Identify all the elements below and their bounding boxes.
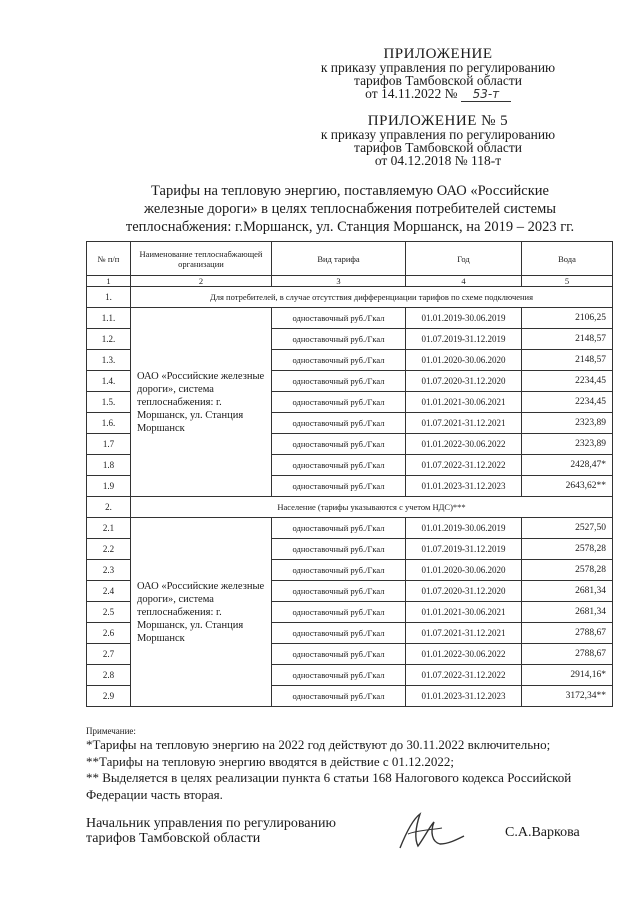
row-number: 1.6. xyxy=(87,413,131,434)
tariff-period: 01.07.2021-31.12.2021 xyxy=(406,623,522,644)
handwritten-signature xyxy=(390,808,470,852)
table-header-row xyxy=(87,242,613,276)
tariff-type: одноставочный руб./Гкал xyxy=(272,686,406,707)
notes-label: Примечание: xyxy=(86,726,136,736)
tariff-value: 2578,28 xyxy=(522,560,613,581)
title-line: теплоснабжения: г.Моршанск, ул. Станция Моршанск, на 2019 – 2023 гг. xyxy=(125,219,575,235)
tariff-type: одноставочный руб./Гкал xyxy=(272,623,406,644)
appendix-line: тарифов Тамбовской области xyxy=(354,140,522,155)
tariff-type: одноставочный руб./Гкал xyxy=(272,476,406,497)
tariff-type: одноставочный руб./Гкал xyxy=(272,413,406,434)
header-type: Вид тарифа xyxy=(272,242,406,276)
tariff-type: одноставочный руб./Гкал xyxy=(272,539,406,560)
column-number: 3 xyxy=(272,276,406,287)
notes xyxy=(86,726,626,803)
header-org: Наименование теплоснабжающей организации xyxy=(131,242,272,276)
organization-name: ОАО «Российские железные дороги», система теплоснабжения: г. Моршанск, ул. Станция Моршанск xyxy=(131,518,272,707)
column-number: 5 xyxy=(522,276,613,287)
section2-rows xyxy=(87,518,613,707)
row-number: 1.9 xyxy=(87,476,131,497)
column-number-row xyxy=(87,276,613,287)
tariff-value: 2106,25 xyxy=(522,308,613,329)
row-number: 2.3 xyxy=(87,560,131,581)
signatory-name: С.А.Варкова xyxy=(505,825,580,840)
table-row xyxy=(87,518,613,539)
signatory-position xyxy=(86,816,386,846)
tariff-value: 2527,50 xyxy=(522,518,613,539)
appendix-date: от 14.11.2022 № xyxy=(365,86,458,101)
appendix-header-original xyxy=(288,115,588,167)
tariff-period: 01.07.2021-31.12.2021 xyxy=(406,413,522,434)
tariff-type: одноставочный руб./Гкал xyxy=(272,602,406,623)
tariff-value: 2914,16* xyxy=(522,665,613,686)
tariff-type: одноставочный руб./Гкал xyxy=(272,560,406,581)
section1-rows xyxy=(87,308,613,497)
header-water: Вода xyxy=(522,242,613,276)
document-title xyxy=(80,182,620,236)
section-label: Население (тарифы указываются с учетом НДС)*** xyxy=(131,497,613,518)
tariff-period: 01.01.2020-30.06.2020 xyxy=(406,560,522,581)
row-number: 1.8 xyxy=(87,455,131,476)
row-number: 1.7 xyxy=(87,434,131,455)
row-number: 2.2 xyxy=(87,539,131,560)
tariff-period: 01.07.2019-31.12.2019 xyxy=(406,329,522,350)
section-label: Для потребителей, в случае отсутствия дифференциации тарифов по схеме подключения xyxy=(131,287,613,308)
row-number: 1.3. xyxy=(87,350,131,371)
appendix-line: к приказу управления по регулированию xyxy=(320,60,556,75)
note-item: *Тарифы на тепловую энергию на 2022 год действуют до 30.11.2022 включительно; xyxy=(86,737,551,752)
appendix-date: от 04.12.2018 № 118-т xyxy=(374,153,502,168)
column-number: 2 xyxy=(131,276,272,287)
row-number: 1.5. xyxy=(87,392,131,413)
row-number: 2.4 xyxy=(87,581,131,602)
appendix-line: тарифов Тамбовской области xyxy=(354,73,522,88)
title-line: Тарифы на тепловую энергию, поставляемую ОАО «Российские xyxy=(151,183,549,199)
row-number: 1.4. xyxy=(87,371,131,392)
tariff-period: 01.07.2022-31.12.2022 xyxy=(406,455,522,476)
tariff-value: 2234,45 xyxy=(522,392,613,413)
tariff-type: одноставочный руб./Гкал xyxy=(272,434,406,455)
row-number: 1.2. xyxy=(87,329,131,350)
title-line: железные дороги» в целях теплоснабжения потребителей системы xyxy=(144,201,556,217)
tariff-value: 3172,34** xyxy=(522,686,613,707)
column-number: 4 xyxy=(406,276,522,287)
tariff-period: 01.01.2022-30.06.2022 xyxy=(406,434,522,455)
tariff-value: 2428,47* xyxy=(522,455,613,476)
position-line: тарифов Тамбовской области xyxy=(86,831,261,846)
section-number: 1. xyxy=(87,287,131,308)
row-number: 1.1. xyxy=(87,308,131,329)
tariff-value: 2681,34 xyxy=(522,602,613,623)
row-number: 2.1 xyxy=(87,518,131,539)
tariff-period: 01.07.2020-31.12.2020 xyxy=(406,581,522,602)
tariff-type: одноставочный руб./Гкал xyxy=(272,308,406,329)
appendix-title: ПРИЛОЖЕНИЕ xyxy=(383,46,493,62)
position-line: Начальник управления по регулированию xyxy=(86,816,336,831)
tariff-period: 01.01.2019-30.06.2019 xyxy=(406,518,522,539)
tariff-value: 2323,89 xyxy=(522,413,613,434)
tariff-type: одноставочный руб./Гкал xyxy=(272,350,406,371)
tariff-period: 01.07.2022-31.12.2022 xyxy=(406,665,522,686)
tariff-type: одноставочный руб./Гкал xyxy=(272,665,406,686)
row-number: 2.7 xyxy=(87,644,131,665)
appendix-date-line xyxy=(288,87,588,102)
tariff-period: 01.01.2023-31.12.2023 xyxy=(406,686,522,707)
handwritten-order-number: 53-т xyxy=(461,88,511,102)
tariff-table xyxy=(86,241,613,707)
tariff-type: одноставочный руб./Гкал xyxy=(272,455,406,476)
row-number: 2.9 xyxy=(87,686,131,707)
note-item: **Тарифы на тепловую энергию вводятся в действие с 01.12.2022; xyxy=(86,753,455,769)
tariff-value: 2643,62** xyxy=(522,476,613,497)
tariff-period: 01.01.2023-31.12.2023 xyxy=(406,476,522,497)
appendix-title: ПРИЛОЖЕНИЕ № 5 xyxy=(367,113,509,129)
section-number: 2. xyxy=(87,497,131,518)
tariff-period: 01.01.2020-30.06.2020 xyxy=(406,350,522,371)
appendix-header-current xyxy=(288,48,588,102)
tariff-period: 01.01.2021-30.06.2021 xyxy=(406,602,522,623)
tariff-value: 2788,67 xyxy=(522,623,613,644)
tariff-value: 2578,28 xyxy=(522,539,613,560)
tariff-type: одноставочный руб./Гкал xyxy=(272,518,406,539)
section-row xyxy=(87,497,613,518)
tariff-value: 2148,57 xyxy=(522,350,613,371)
header-num: № п/п xyxy=(87,242,131,276)
appendix-line: к приказу управления по регулированию xyxy=(320,127,556,142)
organization-name: ОАО «Российские железные дороги», система теплоснабжения: г. Моршанск, ул. Станция Моршанск xyxy=(131,308,272,497)
tariff-type: одноставочный руб./Гкал xyxy=(272,329,406,350)
section-row xyxy=(87,287,613,308)
tariff-value: 2148,57 xyxy=(522,329,613,350)
tariff-value: 2788,67 xyxy=(522,644,613,665)
table-row xyxy=(87,308,613,329)
tariff-period: 01.01.2022-30.06.2022 xyxy=(406,644,522,665)
row-number: 2.6 xyxy=(87,623,131,644)
row-number: 2.8 xyxy=(87,665,131,686)
column-number: 1 xyxy=(87,276,131,287)
tariff-type: одноставочный руб./Гкал xyxy=(272,392,406,413)
tariff-period: 01.01.2019-30.06.2019 xyxy=(406,308,522,329)
tariff-period: 01.01.2021-30.06.2021 xyxy=(406,392,522,413)
tariff-period: 01.07.2019-31.12.2019 xyxy=(406,539,522,560)
tariff-value: 2681,34 xyxy=(522,581,613,602)
tariff-value: 2234,45 xyxy=(522,371,613,392)
tariff-period: 01.07.2020-31.12.2020 xyxy=(406,371,522,392)
note-item: ** Выделяется в целях реализации пункта 6 статьи 168 Налогового кодекса Российской xyxy=(86,770,572,785)
tariff-type: одноставочный руб./Гкал xyxy=(272,581,406,602)
header-year: Год xyxy=(406,242,522,276)
tariff-value: 2323,89 xyxy=(522,434,613,455)
tariff-type: одноставочный руб./Гкал xyxy=(272,644,406,665)
row-number: 2.5 xyxy=(87,602,131,623)
note-item: Федерации часть вторая. xyxy=(86,786,223,802)
tariff-type: одноставочный руб./Гкал xyxy=(272,371,406,392)
